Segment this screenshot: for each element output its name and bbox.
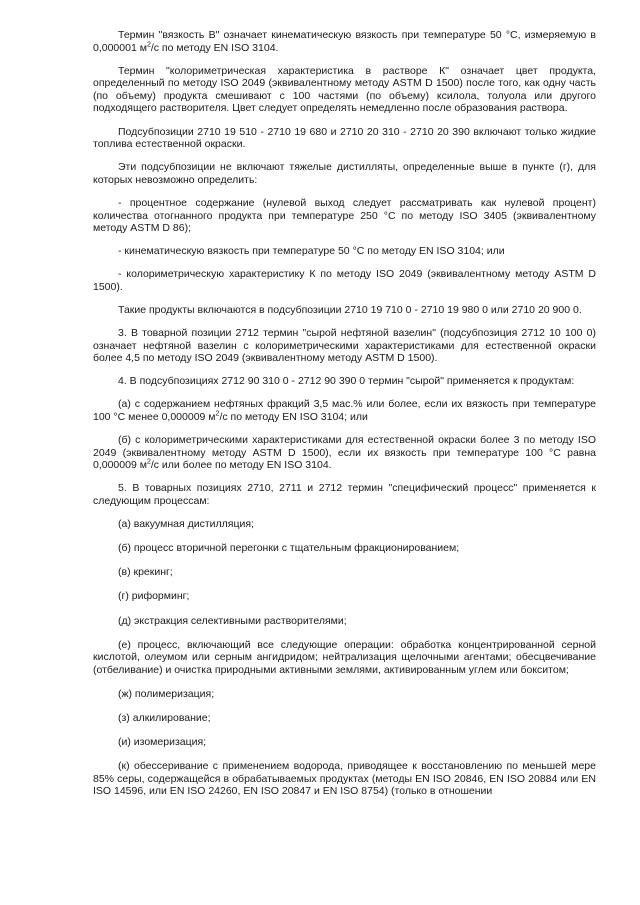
list-item-reforming: (г) риформинг;: [118, 590, 190, 603]
list-item-redistillation: (б) процесс вторичной перегонки с тщательным фракционированием;: [118, 542, 460, 555]
list-item-acid-treatment: (е) процесс, включающий все следующие операции: обработка концентрированной серной кислотой, олеумом или серным ангидридом; нейтрализация щелочными агентами; обесцвечивание (отбеливание) и очистка природными активными землями, активированным углем или бокситом;: [93, 638, 596, 676]
paragraph-exclusion-colorimetric: - колориметрическую характеристику К по методу ISO 2049 (эквивалентному методу ASTM D 1500).: [93, 268, 596, 293]
paragraph-subheadings-liquid-fuels: Подсубпозиции 2710 19 510 - 2710 19 680 и 2710 20 310 - 2710 20 390 включают только жидкие топлива естественной окраски.: [93, 125, 596, 151]
paragraph-crude-item-a: (а) с содержанием нефтяных фракций 3,5 мас.% или более, если их вязкость при температуре 100 °С менее 0,000009 $м^2/с$ по методу EN ISO 3104; или: [93, 398, 596, 424]
list-item-isomerisation: (и) изомеризация;: [118, 736, 207, 749]
list-item-solvent-extraction: (д) экстракция селективными растворителями;: [118, 614, 347, 627]
paragraph-exclusion-viscosity: - кинематическую вязкость при температуре 50 °С по методу EN ISO 3104; или: [118, 245, 505, 258]
paragraph-note-4-crude: 4. В подсубпозициях 2712 90 310 0 - 2712 90 390 0 термин "сырой" применяется к продуктам:: [118, 375, 575, 388]
paragraph-note-5-specific-process: 5. В товарных позициях 2710, 2711 и 2712 термин "специфический процесс" применяется к следующим процессам:: [93, 482, 596, 508]
paragraph-note-3-petrolatum: 3. В товарной позиции 2712 термин "сырой нефтяной вазелин" (подсубпозиция 2712 10 100 0) означает нефтяной вазелин с колориметрическими характеристиками для естественной окраски более 4,5 по методу ISO 2049 (эквивалентному методу ASTM D 1500).: [93, 327, 596, 365]
paragraph-exclusion-percentage: - процентное содержание (нулевой выход следует рассматривать как нулевой процент) количества отогнанного продукта при температуре 250 °С по методу ISO 3405 (эквивалентному методу ASTM D 86);: [93, 196, 596, 235]
list-item-desulphurisation: (к) обессеривание с применением водорода, приводящее к восстановлению по меньшей мере 85% серы, содержащейся в обрабатываемых продуктах (методы EN ISO 20846, EN ISO 20884 или EN ISO 14596, или EN ISO 24260, EN ISO 20847 и EN ISO 8754) (только в отношении: [93, 760, 596, 798]
list-item-cracking: (в) крекинг;: [118, 566, 173, 579]
paragraph-such-products: Такие продукты включаются в подсубпозиции 2710 19 710 0 - 2710 19 980 0 или 2710 20 900 0.: [118, 304, 582, 316]
paragraph-exclusions-intro: Эти подсубпозиции не включают тяжелые дистилляты, определенные выше в пункте (г), для которых невозможно определить:: [93, 161, 596, 186]
list-item-vacuum-distillation: (а) вакуумная дистилляция;: [118, 518, 254, 531]
paragraph-viscosity-b: Термин "вязкость В" означает кинематическую вязкость при температуре 50 °С, измеряемую в 0,000001 $м^2/с$ по методу EN ISO 3104.: [93, 29, 596, 54]
list-item-alkylation: (з) алкилирование;: [118, 711, 211, 724]
paragraph-crude-item-b: (б) с колориметрическими характеристиками для естественной окраски более 3 по методу ISO 2049 (эквивалентному методу ASTM D 1500), если их вязкость при температуре 100 °С равна 0,000009 $м^2/с$ или более по методу EN ISO 3104.: [93, 434, 596, 472]
document-page: [93, 29, 596, 809]
paragraph-colorimetric-k: Термин "колориметрическая характеристика в растворе К" означает цвет продукта, определенный по методу ISO 2049 (эквивалентному методу ASTM D 1500) после того, как одну часть (по объему) продукта смешивают с 100 частями (по объему) ксилола, толуола или другого подходящего растворителя. Цвет следует определять немедленно после образования раствора.: [93, 64, 596, 115]
list-item-polymerisation: (ж) полимеризация;: [118, 687, 215, 700]
